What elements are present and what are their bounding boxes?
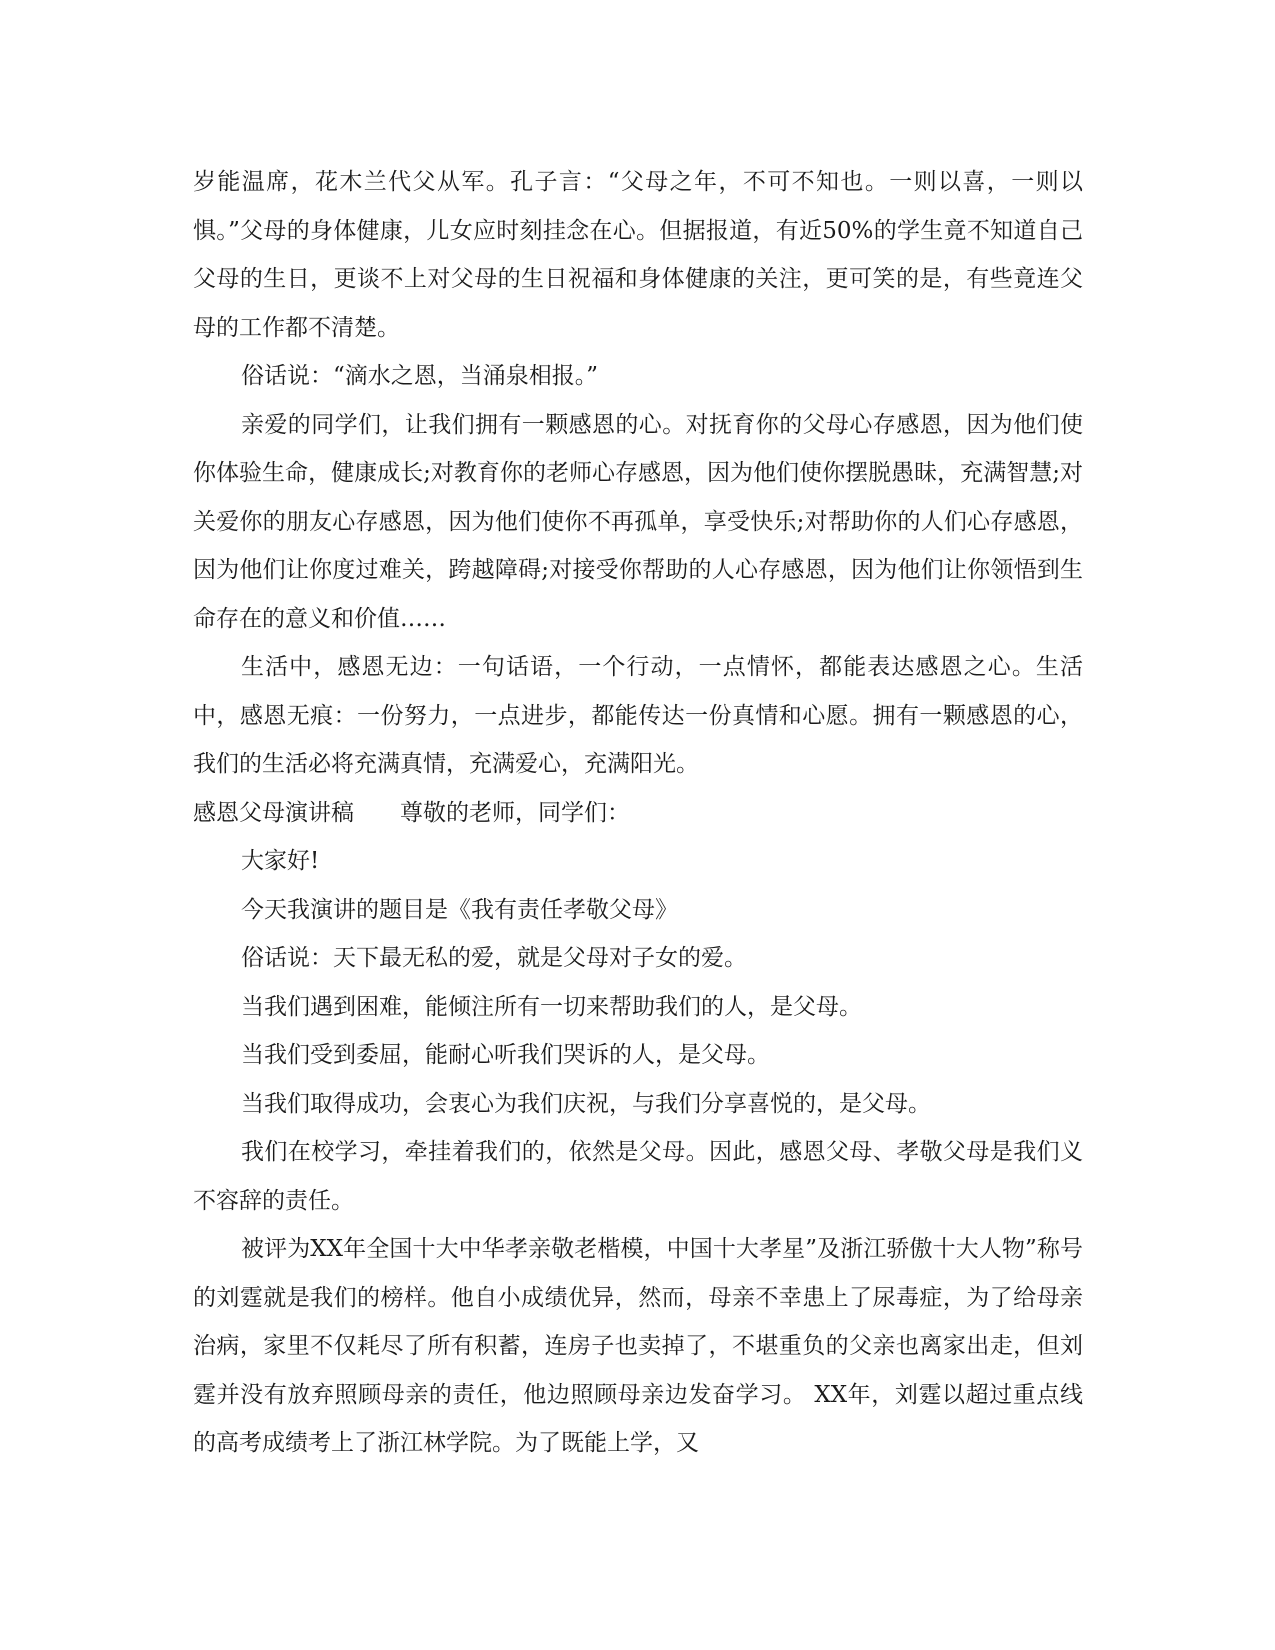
paragraph: 大家好! bbox=[241, 848, 320, 874]
paragraph: 当我们取得成功，会衷心为我们庆祝，与我们分享喜悦的，是父母。 bbox=[241, 1090, 931, 1117]
paragraph: 亲爱的同学们，让我们拥有一颗感恩的心。对抚育你的父母心存感恩，因为他们使你体验生命，健康成长;对教育你的老师心存感恩，因为他们使你摆脱愚昧，充满智慧;对关爱你的朋友心存感恩，因为他们使你不再孤单，享受快乐;对帮助你的人们心存感恩，因为他们让你度过难关，跨越障碍;对接受你帮助的人心存感恩，因为他们让你领悟到生命存在的意义和价值…… bbox=[193, 411, 1083, 632]
paragraph: 岁能温席，花木兰代父从军。孔子言：“父母之年，不可不知也。一则以喜，一则以惧。”父母的身体健康，儿女应时刻挂念在心。但据报道，有近50%的学生竟不知道自己父母的生日，更谈不上对父母的生日祝福和身体健康的关注，更可笑的是，有些竟连父母的工作都不清楚。 bbox=[193, 169, 1083, 341]
paragraph: 被评为XX年全国十大中华孝亲敬老楷模，中国十大孝星”及浙江骄傲十大人物”称号的刘霆就是我们的榜样。他自小成绩优异，然而，母亲不幸患上了尿毒症，为了给母亲治病，家里不仅耗尽了所有积蓄，连房子也卖掉了，不堪重负的父亲也离家出走，但刘霆并没有放弃照顾母亲的责任，他边照顾母亲边发奋学习。 XX年，刘霆以超过重点线的高考成绩考上了浙江林学院。为了既能上学，又 bbox=[193, 1236, 1083, 1456]
paragraph: 俗话说：“滴水之恩，当涌泉相报。” bbox=[241, 363, 599, 389]
paragraph: 俗话说：天下最无私的爱，就是父母对子女的爱。 bbox=[241, 945, 747, 971]
speech-heading-line bbox=[193, 789, 1083, 838]
paragraph: 当我们遇到困难，能倾注所有一切来帮助我们的人，是父母。 bbox=[241, 993, 862, 1020]
paragraph: 当我们受到委屈，能耐心听我们哭诉的人，是父母。 bbox=[241, 1042, 770, 1068]
document-body bbox=[193, 158, 1083, 1468]
speech-title: 感恩父母演讲稿 bbox=[193, 799, 354, 826]
paragraph: 我们在校学习，牵挂着我们的，依然是父母。因此，感恩父母、孝敬父母是我们义不容辞的责任。 bbox=[193, 1139, 1083, 1214]
speech-salutation: 尊敬的老师，同学们： bbox=[400, 799, 630, 826]
paragraph: 生活中，感恩无边：一句话语，一个行动，一点情怀，都能表达感恩之心。生活中，感恩无痕：一份努力，一点进步，都能传达一份真情和心愿。拥有一颗感恩的心，我们的生活必将充满真情，充满爱心，充满阳光。 bbox=[193, 654, 1083, 777]
paragraph: 今天我演讲的题目是《我有责任孝敬父母》 bbox=[241, 896, 678, 923]
